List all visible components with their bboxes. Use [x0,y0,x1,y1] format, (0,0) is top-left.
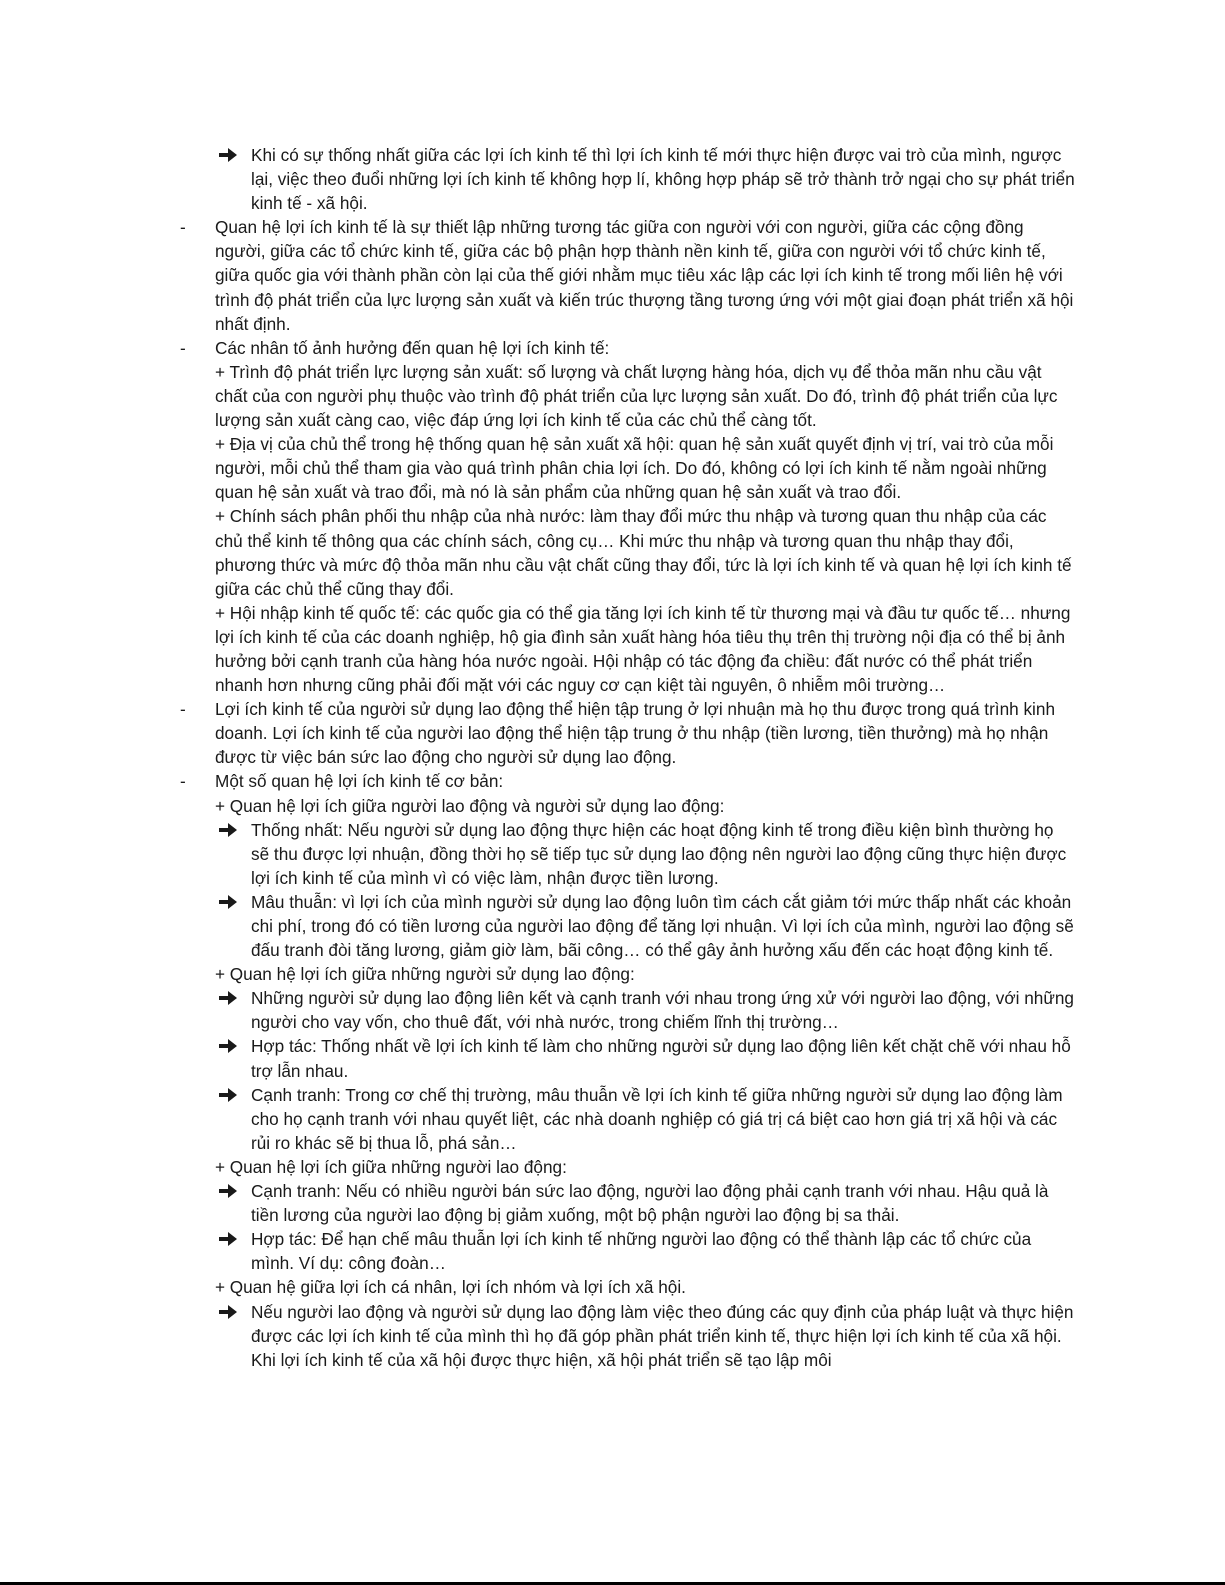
paragraph-text: + Quan hệ lợi ích giữa người lao động và người sử dụng lao động: [215,795,725,816]
paragraph-text: + Quan hệ lợi ích giữa những người sử dụng lao động: [215,964,635,985]
paragraph-text: + Hội nhập kinh tế quốc tế: các quốc gia có thể gia tăng lợi ích kinh tế từ thương mại và đầu tư quốc tế… nhưng lợi ích kinh tế của các doanh nghiệp, hộ gia đình sản xuất hàng hóa tiêu thụ trên thị trường nội địa có thể bị ảnh hưởng bởi cạnh tranh của hàng hóa nước ngoài. Hội nhập có tác động đa chiều: đất nước có thể phát triển nhanh hơn nhưng cũng phải đối mặt với các nguy cơ cạn kiệt tài nguyên, ô nhiễm môi trường… [215,602,1071,696]
dash-bullet-item [0,769,1225,793]
plus-paragraph [0,601,1225,697]
arrow-bullet-item [0,818,1225,890]
plus-paragraph [0,360,1225,432]
bullet-text: Lợi ích kinh tế của người sử dụng lao động thể hiện tập trung ở lợi nhuận mà họ thu được trong quá trình kinh doanh. Lợi ích kinh tế của người lao động thể hiện tập trung ở thu nhập (tiền lương, tiền thưởng) mà họ nhận được từ việc bán sức lao động cho người sử dụng lao động. [215,699,1055,768]
arrow-bullet-item [0,1083,1225,1155]
paragraph-text: + Quan hệ lợi ích giữa những người lao động: [215,1156,567,1177]
arrow-bullet-item [0,1034,1225,1082]
plus-paragraph [0,1275,1225,1299]
right-arrow-bullet-icon [219,823,237,837]
right-arrow-bullet-icon [219,1039,237,1053]
bullet-text: Cạnh tranh: Nếu có nhiều người bán sức lao động, người lao động phải cạnh tranh với nhau. Hậu quả là tiền lương của người lao động bị giảm xuống, một bộ phận người lao động bị sa thải. [251,1181,1049,1226]
bullet-text: Các nhân tố ảnh hưởng đến quan hệ lợi ích kinh tế: [215,337,610,358]
right-arrow-bullet-icon [219,1305,237,1319]
bullet-text: Mâu thuẫn: vì lợi ích của mình người sử dụng lao động luôn tìm cách cắt giảm tới mức thấp nhất các khoản chi phí, trong đó có tiền lương của người lao động để tăng lợi nhuận. Vì lợi ích của mình, người lao động sẽ đấu tranh đòi tăng lương, giảm giờ làm, bãi công… có thể gây ảnh hưởng xấu đến các hoạt động kinh tế. [251,891,1074,961]
paragraph-text: + Chính sách phân phối thu nhập của nhà nước: làm thay đổi mức thu nhập và tương quan thu nhập của các chủ thể kinh tế thông qua các chính sách, công cụ… Khi mức thu nhập và tương quan thu nhập thay đổi, phương thức và mức độ thỏa mãn nhu cầu vật chất cũng thay đổi, tức là lợi ích kinh tế và quan hệ lợi ích kinh tế giữa các chủ thể cũng thay đổi. [215,506,1072,599]
dash-bullet-item [0,215,1225,335]
bullet-text: Quan hệ lợi ích kinh tế là sự thiết lập những tương tác giữa con người với con người, giữa các cộng đồng người, giữa các tổ chức kinh tế, giữa các bộ phận hợp thành nền kinh tế, giữa con người với tổ chức kinh tế, giữa quốc gia với thành phần còn lại của thế giới nhằm mục tiêu xác lập các lợi ích kinh tế trong mối liên hệ với trình độ phát triển của lực lượng sản xuất và kiến trúc thượng tầng tương ứng với một giai đoạn phát triển xã hội nhất định. [215,217,1074,334]
paragraph-text: + Quan hệ giữa lợi ích cá nhân, lợi ích nhóm và lợi ích xã hội. [215,1277,686,1298]
right-arrow-bullet-icon [219,991,237,1005]
arrow-bullet-item [0,1227,1225,1275]
arrow-bullet-item [0,143,1225,215]
right-arrow-bullet-icon [219,895,237,909]
plus-paragraph [0,962,1225,986]
dash-bullet: - [180,217,186,238]
dash-bullet-item [0,697,1225,769]
bullet-text: Một số quan hệ lợi ích kinh tế cơ bản: [215,771,504,792]
bullet-text: Khi có sự thống nhất giữa các lợi ích kinh tế thì lợi ích kinh tế mới thực hiện được vai trò của mình, ngược lại, việc theo đuổi những lợi ích kinh tế không hợp lí, không hợp pháp sẽ trở thành trở ngại cho sự phát triển kinh tế - xã hội. [251,145,1075,214]
dash-bullet: - [180,337,186,358]
plus-paragraph [0,504,1225,600]
right-arrow-bullet-icon [219,148,237,162]
right-arrow-bullet-icon [219,1088,237,1102]
document-page [0,143,1225,1372]
dash-bullet: - [180,699,186,720]
bullet-text: Thống nhất: Nếu người sử dụng lao động thực hiện các hoạt động kinh tế trong điều kiện bình thường họ sẽ thu được lợi nhuận, đồng thời họ sẽ tiếp tục sử dụng lao động nên người lao động cũng thực hiện được lợi ích kinh tế của mình vì có việc làm, nhận được tiền lương. [251,819,1067,888]
arrow-bullet-item [0,986,1225,1034]
right-arrow-bullet-icon [219,1232,237,1246]
dash-bullet-item [0,336,1225,360]
arrow-bullet-item [0,890,1225,962]
bullet-text: Hợp tác: Thống nhất về lợi ích kinh tế làm cho những người sử dụng lao động liên kết chặt chẽ với nhau hỗ trợ lẫn nhau. [251,1036,1071,1081]
bullet-text: Nếu người lao động và người sử dụng lao động làm việc theo đúng các quy định của pháp luật và thực hiện được các lợi ích kinh tế của mình thì họ đã góp phần phát triển kinh tế, thực hiện lợi ích kinh tế của xã hội. Khi lợi ích kinh tế của xã hội được thực hiện, xã hội phát triển sẽ tạo lập môi [251,1301,1074,1370]
plus-paragraph [0,794,1225,818]
arrow-bullet-item [0,1300,1225,1372]
arrow-bullet-item [0,1179,1225,1227]
plus-paragraph [0,432,1225,504]
paragraph-text: + Địa vị của chủ thể trong hệ thống quan hệ sản xuất xã hội: quan hệ sản xuất quyết định vị trí, vai trò của mỗi người, mỗi chủ thể tham gia vào quá trình phân chia lợi ích. Do đó, không có lợi ích kinh tế nằm ngoài những quan hệ sản xuất và trao đổi, mà nó là sản phẩm của những quan hệ sản xuất và trao đổi. [215,434,1054,503]
bullet-text: Hợp tác: Để hạn chế mâu thuẫn lợi ích kinh tế những người lao động có thể thành lập các tổ chức của mình. Ví dụ: công đoàn… [251,1229,1032,1274]
bullet-text: Cạnh tranh: Trong cơ chế thị trường, mâu thuẫn về lợi ích kinh tế giữa những người sử dụng lao động làm cho họ cạnh tranh với nhau quyết liệt, các nhà doanh nghiệp có giá trị cá biệt cao hơn giá trị xã hội và các rủi ro khác sẽ bị thua lỗ, phá sản… [251,1084,1063,1153]
right-arrow-bullet-icon [219,1184,237,1198]
plus-paragraph [0,1155,1225,1179]
paragraph-text: + Trình độ phát triển lực lượng sản xuất: số lượng và chất lượng hàng hóa, dịch vụ để thỏa mãn nhu cầu vật chất của con người phụ thuộc vào trình độ phát triển của lực lượng sản xuất. Do đó, trình độ phát triển của lực lượng sản xuất càng cao, việc đáp ứng lợi ích kinh tế của các chủ thể càng tốt. [215,361,1058,431]
dash-bullet: - [180,771,186,792]
bullet-text: Những người sử dụng lao động liên kết và cạnh tranh với nhau trong ứng xử với người lao động, với những người cho vay vốn, cho thuê đất, với nhà nước, trong chiếm lĩnh thị trường… [251,988,1074,1033]
